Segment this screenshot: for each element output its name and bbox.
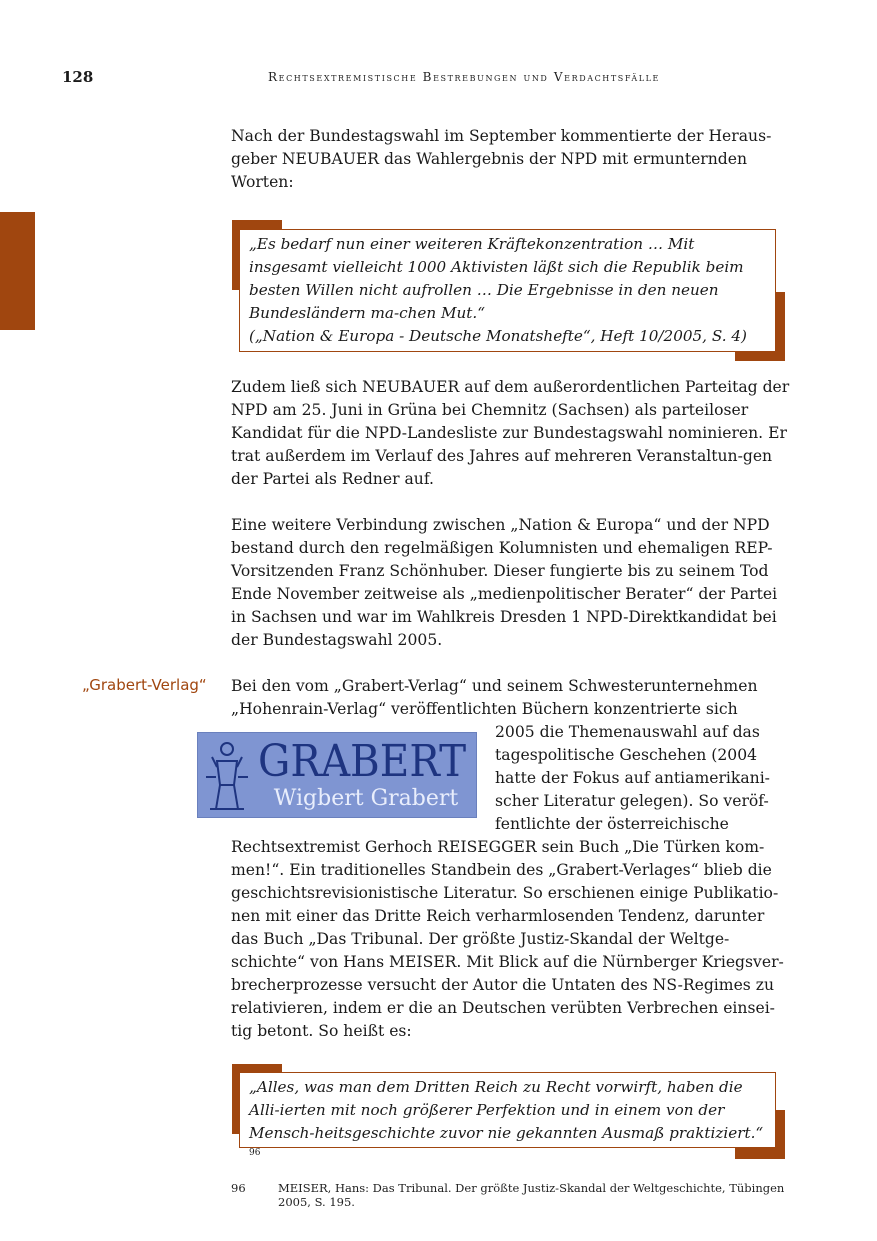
para4-wrapped-line: 2005 die Themenauswahl auf das: [495, 723, 760, 741]
footnote-number: 96: [231, 1181, 246, 1195]
para4-line: „Hohenrain-Verlag“ veröffentlichten Büchern konzentrierte sich: [231, 700, 738, 718]
paragraph-neubauer-parteitag: Zudem ließ sich NEUBAUER auf dem außerordentlichen Parteitag der NPD am 25. Juni in Grüna bei Chemnitz (Sachsen) als parteiloser Kandidat für die NPD-Landesliste zur Bundestagswahl nominieren. Er trat außerdem im Verlauf des Jahres auf mehreren Veranstaltun-gen der Partei als Redner auf.: [231, 378, 790, 488]
grabert-logo: [197, 732, 477, 818]
logo-title: GRABERT: [258, 736, 467, 787]
margin-note: „Grabert-Verlag“: [82, 676, 207, 694]
page-number: 128: [62, 68, 94, 86]
footnote-text: MEISER, Hans: Das Tribunal. Der größte Justiz-Skandal der Weltgeschichte, Tübingen 2005, S. 195.: [278, 1181, 785, 1209]
paragraph-schoenhuber: Eine weitere Verbindung zwischen „Nation & Europa“ und der NPD bestand durch den regelmäßigen Kolumnisten und ehemaligen REP-Vorsitzenden Franz Schönhuber. Dieser fungierte bis zu seinem Tod Ende November zeitweise als „medienpolitischer Berater“ der Partei in Sachsen und war im Wahlkreis Dresden 1 NPD-Direktkandidat bei der Bundestagswahl 2005.: [231, 516, 778, 649]
quote-text: [249, 1076, 765, 1168]
para4-wrapped-line: tagespolitische Geschehen (2004: [495, 746, 758, 764]
section-side-tab: [0, 212, 35, 330]
figure-emblem-icon: [202, 737, 252, 815]
quote-text-body: „Alles, was man dem Dritten Reich zu Recht vorwirft, haben die Alli-ierten mit noch größerer Perfektion und in einem von der Mensch-heitsgeschichte zuvor nie gekannten Ausmaß praktiziert.“: [249, 1078, 764, 1142]
logo-subtitle: Wigbert Grabert: [273, 786, 459, 811]
para4-line: Bei den vom „Grabert-Verlag“ und seinem Schwesterunternehmen: [231, 677, 758, 695]
para4-wrapped-line: fentlichte der österreichische: [495, 815, 729, 833]
intro-paragraph: Nach der Bundestagswahl im September kommentierte der Heraus-geber NEUBAUER das Wahlergebnis der NPD mit ermunternden Worten:: [231, 127, 772, 191]
para4-rest: Rechtsextremist Gerhoch REISEGGER sein Buch „Die Türken kom-men!“. Ein traditionelles Standbein des „Grabert-Verlages“ blieb die geschichtsrevisionistische Literatur. So erschienen einige Publikatio-nen mit einer das Dritte Reich verharmlosenden Tendenz, darunter das Buch „Das Tribunal. Der größte Justiz-Skandal der Weltge-schichte“ von Hans MEISER. Mit Blick auf die Nürnberger Kriegsver-brecherprozesse versucht der Autor die Untaten des NS-Regimes zu relativieren, indem er die an Deutschen verübten Verbrechen einsei-tig betont. So heißt es:: [231, 838, 784, 1040]
quote-box: [239, 229, 776, 352]
footnote-reference[interactable]: 96: [249, 1147, 261, 1158]
quote-source: („Nation & Europa - Deutsche Monatshefte“, Heft 10/2005, S. 4): [249, 327, 747, 345]
quote-box: [239, 1072, 776, 1158]
para4-wrapped-line: hatte der Fokus auf antiamerikani-: [495, 769, 770, 787]
para4-wrapped-line: scher Literatur gelegen). So veröf-: [495, 792, 769, 810]
quote-text: „Es bedarf nun einer weiteren Kräftekonzentration … Mit insgesamt vielleicht 1000 Aktivisten läßt sich die Republik beim besten Willen nicht aufrollen … Die Ergebnisse in den neuen Bundesländern ma-chen Mut.“: [249, 235, 744, 322]
running-header: Rechtsextremistische Bestrebungen und Verdachtsfälle: [268, 70, 660, 84]
